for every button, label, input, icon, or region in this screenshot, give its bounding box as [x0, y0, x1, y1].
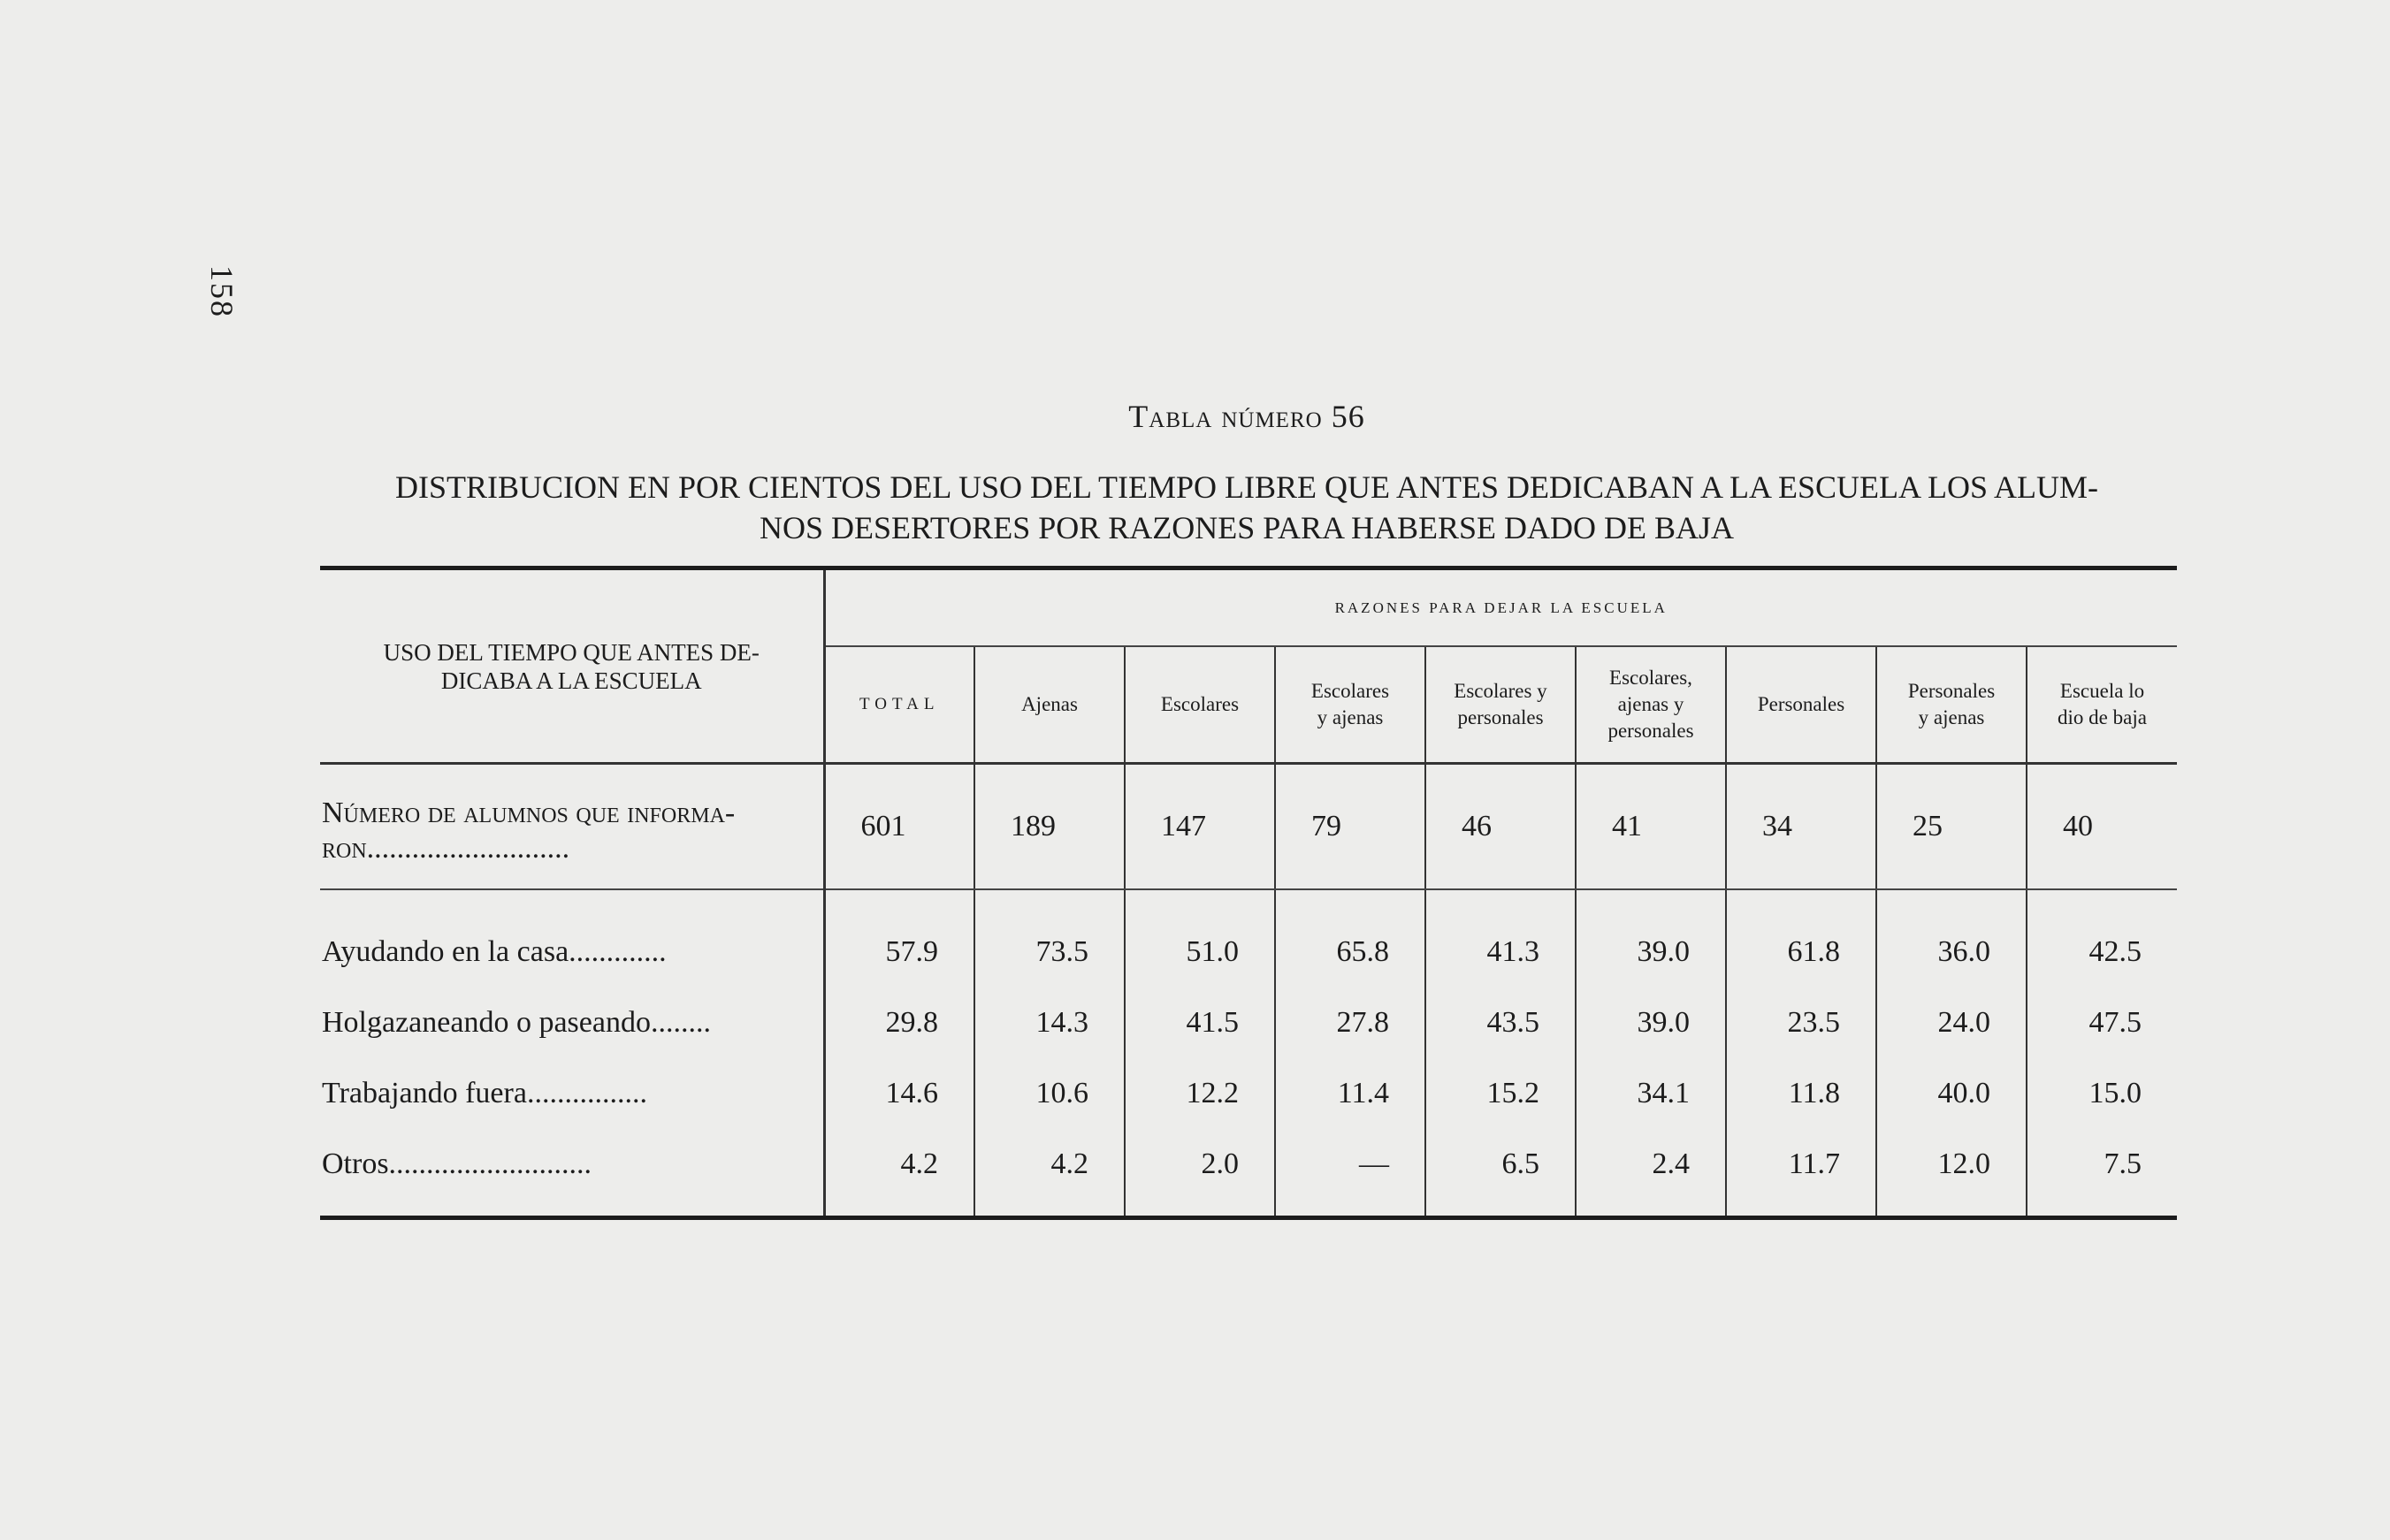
table-cell: 11.7 — [1726, 1129, 1876, 1218]
table-title — [314, 467, 2180, 548]
table-cell: 29.8 — [885, 1006, 938, 1039]
table-cell: 40 — [2027, 764, 2177, 890]
table-cell: 57.9 — [885, 935, 938, 968]
table-cell: 11.4 — [1275, 1058, 1425, 1129]
column-header-line: Escolares y — [1454, 680, 1547, 702]
table-cell: 51.0 — [1125, 917, 1275, 987]
count-row-label — [320, 764, 824, 890]
column-header-line: Personales — [1907, 680, 1996, 702]
table-cell: 41.5 — [1125, 987, 1275, 1058]
data-table — [320, 566, 2177, 1220]
table-cell: 15.0 — [2027, 1058, 2177, 1129]
column-header-line: Personales — [1757, 693, 1845, 715]
column-header-escolares-y-ajenas — [1275, 646, 1425, 764]
table-cell: 61.8 — [1726, 917, 1876, 987]
table-number-value: 56 — [1331, 399, 1365, 434]
table-number — [0, 398, 2390, 435]
spacer-cell — [2027, 889, 2177, 917]
table-row — [320, 1129, 2177, 1218]
table-cell: 36.0 — [1876, 917, 2027, 987]
column-header-line: Escolares, — [1609, 667, 1692, 689]
column-header-line: Ajenas — [1021, 693, 1078, 715]
table-cell: 27.8 — [1275, 987, 1425, 1058]
column-header-escuela-lo-dio-de-baja — [2027, 646, 2177, 764]
spacer-cell — [1726, 889, 1876, 917]
table-title-line: NOS DESERTORES POR RAZONES PARA HABERSE DADO DE BAJA — [759, 510, 1735, 545]
column-header-line: dio de baja — [2058, 706, 2147, 728]
stub-header — [320, 568, 824, 764]
column-header-line: y ajenas — [1317, 706, 1384, 728]
count-row — [320, 764, 2177, 890]
table-cell: 39.0 — [1576, 917, 1726, 987]
column-header-personales-y-ajenas — [1876, 646, 2027, 764]
table-cell: 14.3 — [974, 987, 1125, 1058]
spacer-row — [320, 889, 2177, 917]
table-cell: 6.5 — [1425, 1129, 1576, 1218]
spacer-cell — [974, 889, 1125, 917]
spacer-cell — [824, 889, 974, 917]
table-cell: 11.8 — [1726, 1058, 1876, 1129]
table-cell: 73.5 — [974, 917, 1125, 987]
table-title-line: DISTRIBUCION EN POR CIENTOS DEL USO DEL TIEMPO LIBRE QUE ANTES DEDICABAN A LA ESCUELA LOS ALUM- — [394, 469, 2099, 505]
table-cell: 147 — [1125, 764, 1275, 890]
column-header-escolares-y-personales — [1425, 646, 1576, 764]
table-cell: 23.5 — [1726, 987, 1876, 1058]
row-label: Trabajando fuera................ — [320, 1058, 824, 1129]
row-label: Ayudando en la casa............. — [320, 917, 824, 987]
column-header-line: Escolares — [1160, 693, 1240, 715]
count-row-label-line: Número de alumnos que informa- — [322, 797, 736, 829]
column-header-line: personales — [1607, 720, 1694, 742]
table-cell: 4.2 — [974, 1129, 1125, 1218]
row-label: Otros........................... — [320, 1129, 824, 1218]
spacer-cell — [320, 889, 824, 917]
table-cell: 65.8 — [1275, 917, 1425, 987]
stub-header-line: USO DEL TIEMPO QUE ANTES DE- — [383, 638, 760, 666]
table-cell: 12.0 — [1876, 1129, 2027, 1218]
table-cell: 39.0 — [1576, 987, 1726, 1058]
table-cell: 42.5 — [2027, 917, 2177, 987]
column-header-line: Escuela lo — [2059, 680, 2145, 702]
table-row — [320, 1058, 2177, 1129]
table-cell: 79 — [1275, 764, 1425, 890]
column-header-ajenas — [974, 646, 1125, 764]
stub-header-line: DICABA A LA ESCUELA — [440, 667, 702, 694]
column-header-personales — [1726, 646, 1876, 764]
table-cell: 601 — [824, 764, 974, 890]
column-header-line: ajenas y — [1617, 693, 1684, 715]
column-header-line: personales — [1457, 706, 1544, 728]
count-row-label-line: ron........................... — [322, 832, 570, 865]
table-cell: 24.0 — [1876, 987, 2027, 1058]
table-cell: 47.5 — [2027, 987, 2177, 1058]
table-cell: 34 — [1726, 764, 1876, 890]
table-cell: 12.2 — [1125, 1058, 1275, 1129]
row-label: Holgazaneando o paseando........ — [320, 987, 824, 1058]
table-cell: 41.3 — [1425, 917, 1576, 987]
table-cell: 46 — [1425, 764, 1576, 890]
table-cell: 2.4 — [1576, 1129, 1726, 1218]
table-cell: 15.2 — [1425, 1058, 1576, 1129]
spacer-cell — [1576, 889, 1726, 917]
table-row — [320, 987, 2177, 1058]
column-header-total — [824, 646, 974, 764]
column-header-escolares — [1125, 646, 1275, 764]
page-number: 158 — [204, 265, 240, 318]
data-table-wrapper — [320, 566, 2177, 1220]
table-number-prefix: Tabla número — [1128, 399, 1323, 434]
column-header-line: Escolares — [1310, 680, 1390, 702]
table-row — [320, 917, 2177, 987]
table-cell: 14.6 — [885, 1077, 938, 1109]
spacer-cell — [1425, 889, 1576, 917]
table-cell: 40.0 — [1876, 1058, 2027, 1129]
table-cell: 2.0 — [1125, 1129, 1275, 1218]
spacer-cell — [1125, 889, 1275, 917]
table-cell: — — [1275, 1129, 1425, 1218]
table-cell: 189 — [974, 764, 1125, 890]
table-cell: 34.1 — [1576, 1058, 1726, 1129]
column-header-escolares-ajenas-personales — [1576, 646, 1726, 764]
column-header-line: y ajenas — [1918, 706, 1985, 728]
table-cell: 25 — [1876, 764, 2027, 890]
table-cell: 10.6 — [974, 1058, 1125, 1129]
table-cell: 43.5 — [1425, 987, 1576, 1058]
table-cell: 4.2 — [900, 1147, 938, 1180]
spacer-cell — [1275, 889, 1425, 917]
column-header-line: TOTAL — [859, 695, 940, 713]
table-cell: 41 — [1576, 764, 1726, 890]
column-spanner: RAZONES PARA DEJAR LA ESCUELA — [824, 568, 2177, 647]
table-cell: 7.5 — [2027, 1129, 2177, 1218]
spacer-cell — [1876, 889, 2027, 917]
